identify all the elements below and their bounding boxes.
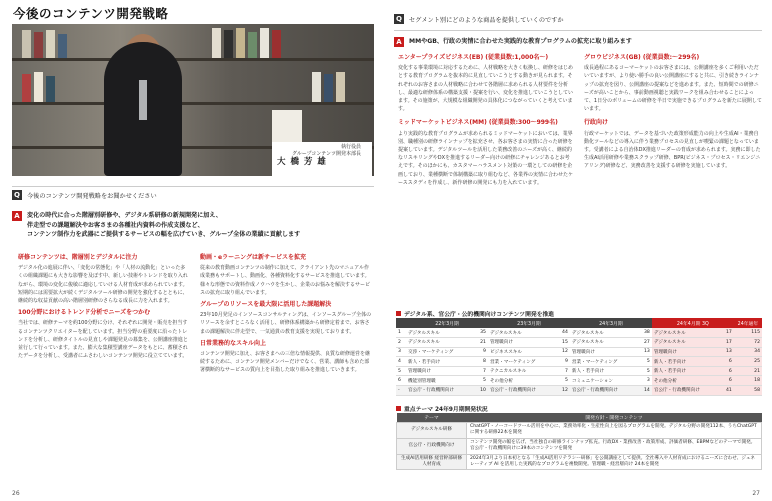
- table-cell: デジタルスキル: [652, 328, 720, 338]
- table-cell: 38: [638, 328, 652, 338]
- section-heading: 動画・eラーニングは新サービスを拡充: [200, 254, 306, 261]
- table-cell: その他分析: [488, 376, 556, 386]
- section-body: 当社では、研修テーマを約100分野に分け、それぞれに開発・販売を担当するコンテンツクリエイターを配しています。担当分野の重要度に沿ったトレンドを分析し、研修タイトルの見直しや課題発見の募集を、公開講座推進と並行して行っています。また、膨大な集積型講座データをもとに、蓄積されたデータを分析し、受講者にふさわしいコンテンツ開発に役立てています。: [18, 320, 188, 360]
- table-cell: 34: [734, 347, 762, 357]
- table-cell: -: [396, 386, 406, 396]
- table-cell: 7: [474, 366, 488, 376]
- table-cell: 6: [720, 376, 734, 386]
- table-cell: 管理職向け: [570, 347, 638, 357]
- table-cell: 21: [474, 338, 488, 348]
- table-cell: デジタルスキル: [570, 328, 638, 338]
- table-cell: 官公庁・行政機関向け: [652, 386, 720, 396]
- table-row: [397, 454, 762, 470]
- table-cell: 27: [638, 338, 652, 348]
- table-cell: 14: [638, 386, 652, 396]
- table-cell: 5: [638, 357, 652, 367]
- table-cell: 6: [720, 357, 734, 367]
- table-cell: デジタルスキル: [488, 328, 556, 338]
- table-cell: コミュニケーション: [570, 376, 638, 386]
- answer-mark-icon: A: [394, 37, 404, 47]
- table-cell: 6: [720, 366, 734, 376]
- table-cell: 管理職向け: [488, 338, 556, 348]
- segment-heading-mm: ミッドマーケットビジネス(MM) (従業員数:300〜999名): [398, 119, 558, 127]
- table-cell: 17: [720, 328, 734, 338]
- name-card: [272, 142, 372, 176]
- feature-table: テーマ 開発方針・開発コンテンツ デジタルスキル研修 ChatGPT・ノーコードツール活用を中心に、業務効率化・生産性向上を図るプログラムを開発。デジタル分野の開発112本、うちChatGPTに関する研修22本を開発 官公庁・行政機関向け コンテンツ開発の幅を広げ、当社独自の研修ラインナップ拡充。行政DX・業務改善・政策形成、評価者研修、EBPMなどのテーマで開発。官公庁・行政機関向けに39本のコンテンツを開発 生成AI活用研修 経営幹部研修人材育成 2024年3月より日本初となる「生成AI活用リテラシー研修」を公開講座として提供。全社導入や人材育成におけるニーズに合わせ、ジェネレーティブ AI を活用した実践的なプログラムを複数開発。管理職・経営層向け 24本を開発: [396, 413, 762, 470]
- section-heading: 日常業務的なスキル向上: [200, 339, 266, 347]
- table-cell: 5: [474, 376, 488, 386]
- table-cell: 新人・若手向け: [406, 357, 474, 367]
- page-number: 27: [752, 490, 760, 497]
- table-row: [396, 338, 762, 348]
- person-tie: [139, 80, 147, 120]
- segment-body-gov: 行政マーケットでは、データを基づいた政策形成能力の向上や生成AI・業務自動化ツールなどの導入に伴う業務プロセスの見直しが喫緊の課題となっています。受講者による自治体DX推進リーダーの育成が求められます。実務に即した生成AI活用研修や業務スクラップ研修、BPR(ビジネス・プロセス・リエンジニアリング)研修など、実務改善を支援する研修を実施しています。: [584, 130, 761, 170]
- table-cell: 新人・若手向け: [652, 366, 720, 376]
- table-cell: デジタルスキル: [570, 338, 638, 348]
- right-page: [386, 0, 772, 501]
- policy-cell: ChatGPT・ノーコードツール活用を中心に、業務効率化・生産性向上を図るプログラムを開発。デジタル分野の開発112本、うちChatGPTに関する研修22本を開発: [467, 423, 762, 439]
- table-cell: 3: [396, 347, 406, 357]
- theme-cell: 生成AI活用研修 経営幹部研修人材育成: [397, 454, 467, 470]
- section-heading: グループのリソースを最大限に活用した課題解決: [200, 301, 332, 309]
- table-cell: ビジネススキル: [488, 347, 556, 357]
- table-cell: テクニカルスキル: [488, 366, 556, 376]
- table-row: [397, 423, 762, 439]
- table-cell: 6: [396, 376, 406, 386]
- table-cell: デジタルスキル: [406, 338, 474, 348]
- executive-name: 大 橋 芳 雄: [277, 157, 327, 167]
- table-cell: 新人・若手向け: [652, 357, 720, 367]
- theme-cell: 官公庁・行政機関向け: [397, 438, 467, 454]
- table-cell: 7: [556, 366, 570, 376]
- table-cell: 35: [474, 328, 488, 338]
- page-number: 26: [12, 490, 20, 497]
- ranking-table: 22年3月期 23年3月期 24年3月期 24年4月期 3Q 24年通年 1 デジタルスキル 35 デジタルスキル 44 デジタルスキル 38 デジタルスキル 17 115 2 デジタルスキル 21 管理職向け 15 デジタルスキル 27 デジタルスキル 17 72 3 交渉・マーケティング 9 ビジネススキル 12 管理職向け 13 管理職向け 13 34 4 新人・若手向け 8 営業・マーケティング 9 営業・マーケティング 5 新人・若手向け 6 25 5 管理職向け 7 テクニカルスキル 7 新人・若手向け 5 新人・若手向け 6 21 6 機能別管理職 5 その他分析 5 コミュニケーション 3 その他分析 6 18 - 官公庁・行政機関向け 10 官公庁・行政機関向け 12 官公庁・行政機関向け 14 官公庁・行政機関向け 41 58: [396, 318, 762, 396]
- table-cell: 15: [556, 338, 570, 348]
- table-row: [396, 366, 762, 376]
- section-body: デジタル化の進展に伴い、「変化の常態化」や「人材の流動化」といった多くの組織課題にも大きな影響を及ぼす中、新しい技術やトレンドを取り入れながら、環境の変化に俊敏に適応していける人材育成が求められています。短期的には需要拡大が続くデジタルツール研修の開発を強化するとともに、継続的な収益貢献の高い階層別研修のさらなる成長に力を入れます。: [18, 265, 188, 305]
- table-cell: 25: [734, 357, 762, 367]
- table-cell: 管理職向け: [406, 366, 474, 376]
- table-cell: 機能別管理職: [406, 376, 474, 386]
- table-cell: 1: [396, 328, 406, 338]
- table-cell: 13: [720, 347, 734, 357]
- segment-body-gb: 成長過程にあるコーマーケットのお客さまには、公開講座を多くご利用いただいていますが、より使い勝手の良い公開講座にすると共に、引き続きラインナップの拡充を図り、公開講座の提案などを進めます。また、短時間での研修ニーズが高いことから、事前動画視聴と実践ワークを組み合わせることによって、1日分のボリュームの研修を半日で実施できるプログラムを新たに展開しています。: [584, 65, 762, 113]
- policy-cell: コンテンツ開発の幅を広げ、当社独自の研修ラインナップ拡充。行政DX・業務改善・政策形成、評価者研修、EBPMなどのテーマで開発。官公庁・行政機関向けに39本のコンテンツを開発: [467, 438, 762, 454]
- section-body: 23年10月発足のインソースコンサルティングは、インソースグループ全体のリソースを余すところなく活用し、研修体系構築から研修定着まで、お客さまの課題解決に伴走型で、一気通貫の教育支援を実現しております。: [200, 312, 372, 335]
- table-cell: 官公庁・行政機関向け: [406, 386, 474, 396]
- table-cell: 官公庁・行政機関向け: [488, 386, 556, 396]
- answer-text: 変化の時代に合った階層別研修や、デジタル系研修の新規開発に加え、 伴走型での課題解決やお客さまの各種社内資料の作成支援など、 コンテンツ制作力を武器にご提供するサービスの幅を広げていき、グループ全体の業績に貢献します: [27, 212, 301, 239]
- table-cell: 21: [734, 366, 762, 376]
- table-cell: 5: [638, 366, 652, 376]
- table-cell: その他分析: [652, 376, 720, 386]
- page-title: 今後のコンテンツ開発戦略: [13, 6, 169, 21]
- table-cell: 営業・マーケティング: [570, 357, 638, 367]
- table-cell: 10: [474, 386, 488, 396]
- table-cell: 72: [734, 338, 762, 348]
- table-cell: 115: [734, 328, 762, 338]
- section-heading: 100分野におけるトレンド分析でニーズをつかむ: [18, 309, 151, 317]
- table-cell: デジタルスキル: [406, 328, 474, 338]
- table-cell: 13: [638, 347, 652, 357]
- question-text: 今後のコンテンツ開発戦略をお聞かせください: [27, 192, 157, 200]
- answer-mark-icon: A: [12, 211, 22, 221]
- role-division: グループコンテンツ開発本部長: [291, 151, 361, 157]
- right-column-2: [584, 53, 762, 171]
- table-row: [396, 386, 762, 396]
- table-cell: 41: [720, 386, 734, 396]
- table-cell: 44: [556, 328, 570, 338]
- table-cell: 4: [396, 357, 406, 367]
- table-row: [396, 328, 762, 338]
- question-mark-icon: Q: [394, 14, 404, 24]
- segment-body-eb: 変化する事業環境に対応するために、人材戦略を大きく転換し、研修をはじめとする教育プログラムを抜本的に見直していこうとする動きが見られます。それぞれのお客さまの人材戦略に合わせて各階層に求められる人材要件を分析し、最適な研修体系の構築支援・提案を行い、変化を推進していこうとしています。その施策が、大規模な組織開発の具体化につながっていくと考えています。: [398, 65, 574, 113]
- section-body: 従来の教育動画コンテンツの制作に加えて、クライアント先のマニュアル作成業務もサポートし、動画化、各種資料化するサービスを推進しています。様々な形態での資料作成ノウハウを生かし、企業のお悩みを解決するサービスの拡充に取り組んでいます。: [200, 265, 371, 296]
- table-cell: 官公庁・行政機関向け: [570, 386, 638, 396]
- table-cell: 3: [638, 376, 652, 386]
- table-row: [397, 438, 762, 454]
- table-cell: 新人・若手向け: [570, 366, 638, 376]
- table-row: [396, 357, 762, 367]
- table-cell: 2: [396, 338, 406, 348]
- segment-heading-gb: グロウビジネス(GB) (従業員数:〜299名): [584, 54, 700, 61]
- right-column-1: [398, 53, 574, 187]
- section-heading: 研修コンテンツは、階層別とデジタルに注力: [18, 254, 138, 261]
- table-cell: 58: [734, 386, 762, 396]
- table-cell: 9: [474, 347, 488, 357]
- table-cell: 18: [734, 376, 762, 386]
- left-column-1: [18, 253, 188, 360]
- table-cell: 8: [474, 357, 488, 367]
- role-executive: 執行役員: [340, 144, 361, 150]
- table-row: [396, 376, 762, 386]
- policy-cell: 2024年3月より日本初となる「生成AI活用リテラシー研修」を公開講座として提供。全社導入や人材育成におけるニーズに合わせ、ジェネレーティブ AI を活用した実践的なプログラムを複数開発。管理職・経営層向け 24本を開発: [467, 454, 762, 470]
- segment-heading-gov: 行政向け: [584, 119, 609, 127]
- table-cell: 12: [556, 386, 570, 396]
- ranking-table-title: デジタル系、官公庁・公的機関向けコンテンツ開発を推進: [396, 309, 554, 318]
- table-cell: 5: [396, 366, 406, 376]
- table-cell: 9: [556, 357, 570, 367]
- segment-body-mm: より実践的な教育プログラムが求められるミッドマーケットにおいては、業界別、職種別の研修ラインナップを拡充させ、各お客さまの実情に合った研修を提案しています。デジタルツールを活用した業務改善のニーズが高く、継続的なリスキリングやDXを推進するリーダー向けの研修にチャレンジあるとお考えです。そのほかにも、カスタマーハラスメント対策の一環としての研修を企画しており、業種横断で体制構築に取り組むなど、各業界の実情に合わせたケーススタディを作成し、新作研修の開発にも力を入れています。: [398, 130, 574, 186]
- table-row: [396, 347, 762, 357]
- question-text: セグメント別にどのような商品を提供していくのですか: [409, 16, 564, 24]
- theme-cell: デジタルスキル研修: [397, 423, 467, 439]
- table-cell: デジタルスキル: [652, 338, 720, 348]
- answer-text: MMやGB、行政の実情に合わせた実践的な教育プログラムの拡充に取り組みます: [409, 38, 632, 46]
- table-cell: 交渉・マーケティング: [406, 347, 474, 357]
- table-cell: 17: [720, 338, 734, 348]
- table-cell: 管理職向け: [652, 347, 720, 357]
- table-cell: 5: [556, 376, 570, 386]
- segment-heading-eb: エンタープライズビジネス(EB) (従業員数:1,000名〜): [398, 54, 549, 61]
- table-cell: 営業・マーケティング: [488, 357, 556, 367]
- left-column-2: [200, 253, 372, 375]
- section-body: コンテンツ開発に加え、お客さまへの三倍な情報提供、良質な研修運営を継続するために、コンテンツ開発メンバーだけでなく、営業、講師も含めた部署横断的なサービスの質向上を目指した取り組みを推進していきます。: [200, 351, 371, 374]
- table-cell: 12: [556, 347, 570, 357]
- feature-table-title: 重点テーマ 24年9月期開発状況: [396, 404, 488, 413]
- question-mark-icon: Q: [12, 190, 22, 200]
